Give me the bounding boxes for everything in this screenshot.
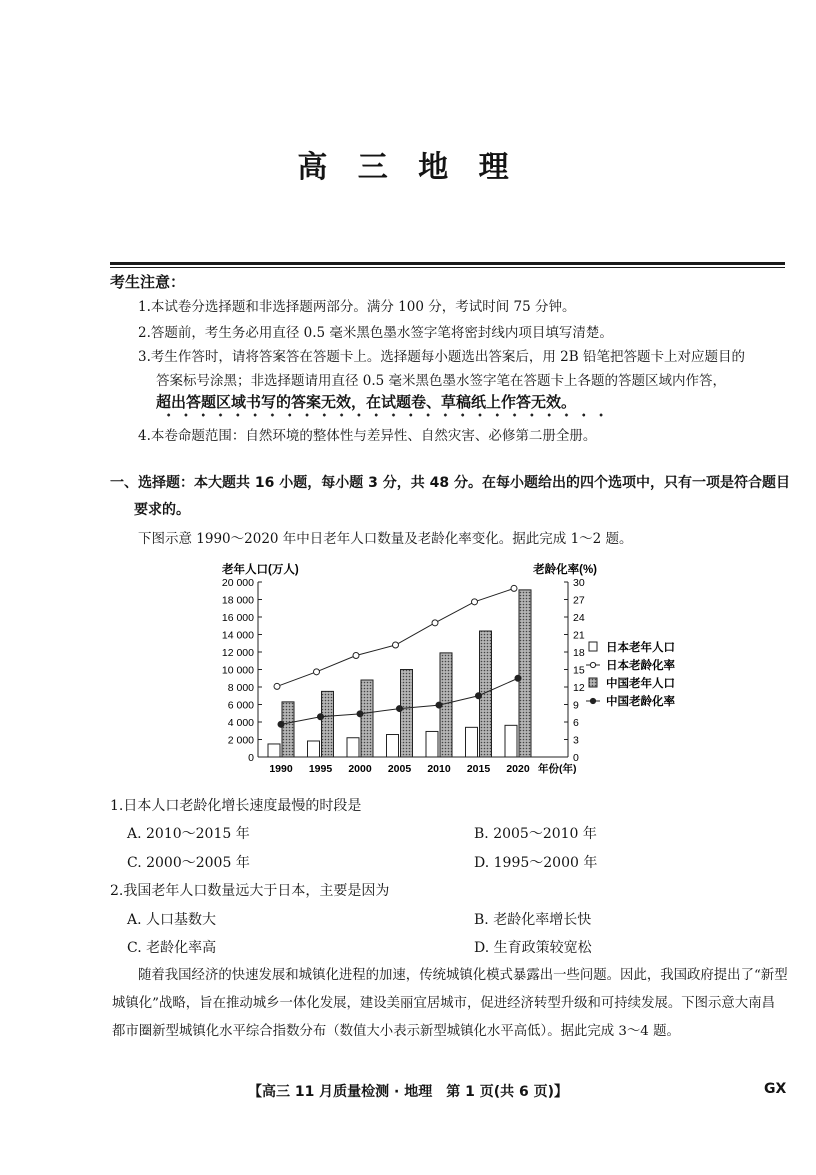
legend-label: 中国老年人口: [606, 678, 675, 690]
emphasis-dots: [160, 413, 610, 417]
left-tick-label: 10 000: [221, 664, 254, 677]
notice-item-4: 4.本卷命题范围：自然环境的整体性与差异性、自然灾害、必修第二册全册。: [138, 428, 597, 444]
left-tick-label: 0: [248, 752, 254, 764]
china-elderly-bar: [361, 680, 373, 757]
right-tick-label: 21: [573, 629, 585, 642]
q2-option-a: A. 人口基数大: [127, 912, 217, 928]
left-tick-label: 8 000: [227, 682, 254, 694]
header-rule: [110, 262, 785, 265]
x-tick-label: 2005: [387, 763, 412, 775]
right-tick-label: 12: [573, 682, 585, 694]
question-2-stem: 2.我国老年人口数量远大于日本，主要是因为: [110, 883, 390, 899]
x-tick-label: 2015: [466, 763, 491, 775]
china-rate-point: [357, 711, 363, 717]
japan-elderly-bar: [387, 735, 399, 757]
left-tick-label: 4 000: [227, 717, 254, 729]
china-rate-point: [436, 702, 442, 708]
passage-text: 随着我国经济的快速发展和城镇化进程的加速，传统城镇化模式暴露出一些问题。因此，我国政府提出了“新型城镇化”战略，旨在推动城乡一体化发展，建设美丽宜居城市，促进经济转型升级和可持续发展。下图示意大南昌都市圈新型城镇化水平综合指数分布（数值大小表示新型城镇化水平高低）。据此完成 3～4 题。: [112, 968, 788, 1039]
right-tick-label: 24: [573, 612, 585, 624]
legend-label: 中国老龄化率: [606, 696, 675, 708]
x-tick-label: 1995: [308, 763, 333, 775]
legend-marker: [590, 698, 595, 703]
legend-swatch: [589, 678, 597, 687]
japan-rate-line: [277, 588, 514, 686]
right-tick-label: 18: [573, 647, 585, 659]
japan-elderly-bar: [426, 731, 438, 757]
q2-option-c: C. 老龄化率高: [127, 940, 217, 956]
q1-option-b: B. 2005～2010 年: [474, 826, 597, 842]
notice-item-3: 3.考生作答时，请将答案答在答题卡上。选择题每小题选出答案后，用 2B 铅笔把答题卡上对应题目的: [138, 349, 745, 365]
china-rate-point: [318, 714, 324, 720]
legend-marker: [590, 662, 595, 667]
china-rate-point: [278, 721, 284, 727]
section-heading-line1: 一、选择题：本大题共 16 小题，每小题 3 分，共 48 分。在每小题给出的四个选项中，只有一项是符合题目: [110, 475, 790, 491]
x-tick-label: 2000: [348, 763, 372, 775]
left-tick-label: 18 000: [221, 594, 254, 607]
china-elderly-bar: [322, 691, 334, 757]
notice-item-1: 1.本试卷分选择题和非选择题两部分。满分 100 分，考试时间 75 分钟。: [138, 299, 576, 315]
right-tick-label: 3: [573, 734, 579, 747]
section-heading-line2: 要求的。: [134, 502, 190, 518]
japan-elderly-bar: [268, 744, 280, 757]
notice-item-2: 2.答题前，考生务必用直径 0.5 毫米黑色墨水签字笔将密封线内项目填写清楚。: [138, 325, 613, 341]
china-rate-point: [476, 693, 482, 699]
china-elderly-bar: [401, 670, 413, 758]
left-tick-label: 16 000: [221, 612, 254, 624]
page-title: 高 三 地 理: [297, 150, 519, 185]
x-tick-label: 2020: [506, 763, 530, 775]
notice-item-3-cont: 答案标号涂黑；非选择题请用直径 0.5 毫米黑色墨水签字笔在答题卡上各题的答题区域内作答，: [156, 373, 727, 389]
china-rate-point: [397, 706, 403, 712]
japan-rate-point: [432, 620, 438, 626]
legend-swatch: [589, 642, 597, 651]
notice-heading: 考生注意：: [110, 273, 186, 291]
q2-option-b: B. 老龄化率增长快: [474, 912, 592, 928]
left-axis-label: 老年人口(万人): [222, 564, 299, 576]
x-axis-label: 年份(年): [538, 763, 577, 775]
japan-rate-point: [353, 653, 359, 659]
japan-rate-point: [274, 683, 280, 689]
section-heading: [110, 470, 790, 524]
japan-elderly-bar: [308, 741, 320, 757]
right-tick-label: 6: [573, 717, 579, 729]
chart-intro: 下图示意 1990～2020 年中日老年人口数量及老龄化率变化。据此完成 1～2 题。: [138, 531, 633, 547]
x-tick-label: 1990: [269, 763, 293, 775]
right-tick-label: 30: [573, 577, 585, 589]
right-axis-label: 老龄化率(%): [533, 564, 597, 576]
japan-elderly-bar: [347, 738, 359, 757]
china-elderly-bar: [519, 590, 531, 757]
left-tick-label: 12 000: [221, 647, 254, 659]
china-elderly-bar: [282, 702, 294, 757]
left-tick-label: 14 000: [221, 629, 254, 642]
header-rule-thin: [110, 267, 785, 268]
right-tick-label: 27: [573, 594, 585, 607]
question-1-stem: 1.日本人口老龄化增长速度最慢的时段是: [110, 798, 362, 814]
legend-label: 日本老年人口: [606, 642, 675, 654]
left-tick-label: 2 000: [227, 734, 254, 747]
q1-option-c: C. 2000～2005 年: [127, 855, 250, 871]
q2-option-d: D. 生育政策较宽松: [474, 940, 592, 956]
q1-option-a: A. 2010～2015 年: [127, 826, 250, 842]
japan-rate-point: [393, 642, 399, 648]
left-tick-label: 20 000: [221, 577, 254, 589]
legend-label: 日本老龄化率: [606, 660, 675, 672]
japan-rate-point: [314, 669, 320, 675]
left-tick-label: 6 000: [227, 699, 254, 712]
japan-elderly-bar: [505, 725, 517, 757]
population-chart: [0, 558, 816, 778]
japan-rate-point: [511, 585, 517, 591]
china-rate-point: [515, 675, 521, 681]
right-tick-label: 0: [573, 752, 579, 764]
q1-option-d: D. 1995～2000 年: [474, 855, 598, 871]
right-tick-label: 9: [573, 699, 579, 712]
passage: [112, 962, 788, 1046]
japan-rate-point: [472, 599, 478, 605]
right-tick-label: 15: [573, 664, 585, 677]
x-tick-label: 2010: [427, 763, 451, 775]
page-footer: 【高三 11 月质量检测 · 地理 第 1 页(共 6 页)】: [247, 1084, 569, 1100]
notice-item-3-emphasis: 超出答题区域书写的答案无效，在试题卷、草稿纸上作答无效。: [156, 393, 577, 411]
footer-code: GX: [764, 1081, 787, 1097]
japan-elderly-bar: [466, 727, 478, 757]
